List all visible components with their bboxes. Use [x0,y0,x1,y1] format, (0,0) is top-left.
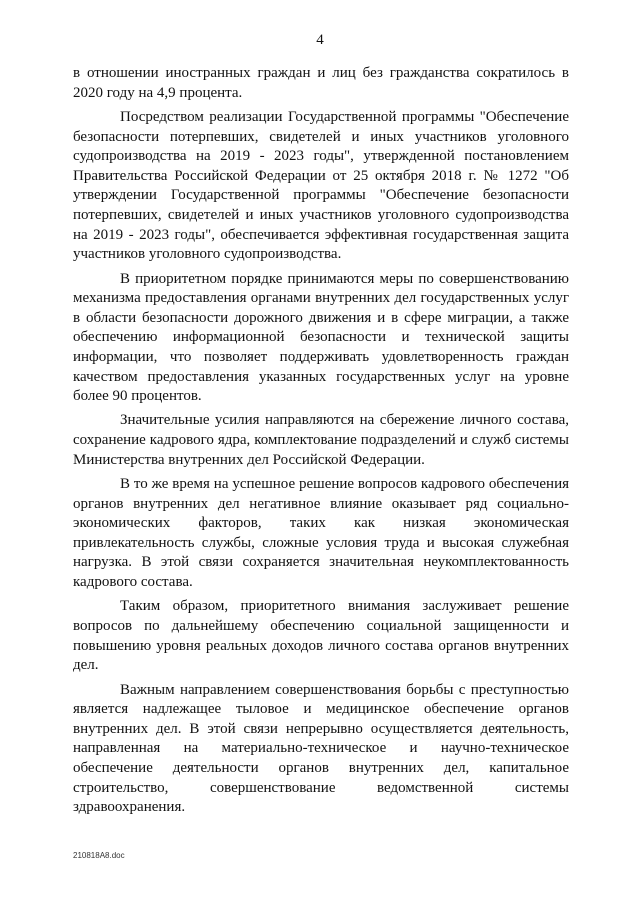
paragraph-staffing-factors: В то же время на успешное решение вопросов кадрового обеспечения органов внутренних дел негативное влияние оказывает ряд социально-экономических факторов, таких как низкая экономическая привлекательность службы, сложные условия труда и высокая служебная нагрузка. В этой связи сохраняется значительная неукомплектованность кадрового состава. [73,476,569,591]
paragraph-victims-protection-program: Посредством реализации Государственной программы "Обеспечение безопасности потерпевших, свидетелей и иных участников уголовного судопроизводства на 2019 - 2023 годы", утвержденной постановлением Правительства Российской Федерации от 25 октября 2018 г. № 1272 "Об утверждении Государственной программы "Обеспечение безопасности потерпевших, свидетелей и иных участников уголовного судопроизводства на 2019 - 2023 годы", обеспечивается эффективная государственная защита участников уголовного судопроизводства. [73,108,569,263]
paragraph-personnel-preservation: Значительные усилия направляются на сбережение личного состава, сохранение кадрового ядра, комплектование подразделений и служб системы Министерства внутренних дел Российской Федерации. [73,412,569,468]
document-file-code: 210818А8.doc [73,851,125,860]
paragraph-continuation: в отношении иностранных граждан и лиц без гражданства сократилось в 2020 году на 4,9 процента. [73,65,569,101]
paragraph-public-services: В приоритетном порядке принимаются меры по совершенствованию механизма предоставления органами внутренних дел государственных услуг в области безопасности дорожного движения и в сфере миграции, а также обеспечению информационной безопасности и технической защиты информации, что позволяет поддерживать удовлетворенность граждан качеством предоставления указанных государственных услуг на уровне более 90 процентов. [73,270,569,405]
paragraph-logistics-medical: Важным направлением совершенствования борьбы с преступностью является надлежащее тыловое и медицинское обеспечение органов внутренних дел. В этой связи непрерывно осуществляется деятельность, направленная на материально-техническое и научно-техническое обеспечение деятельности органов внутренних дел, капитальное строительство, совершенствование ведомственной системы здравоохранения. [73,681,569,816]
page-number: 4 [316,32,324,48]
document-body [73,64,569,823]
paragraph-social-protection: Таким образом, приоритетного внимания заслуживает решение вопросов по дальнейшему обеспечению социальной защищенности и повышению уровня реальных доходов личного состава органов внутренних дел. [73,598,569,674]
